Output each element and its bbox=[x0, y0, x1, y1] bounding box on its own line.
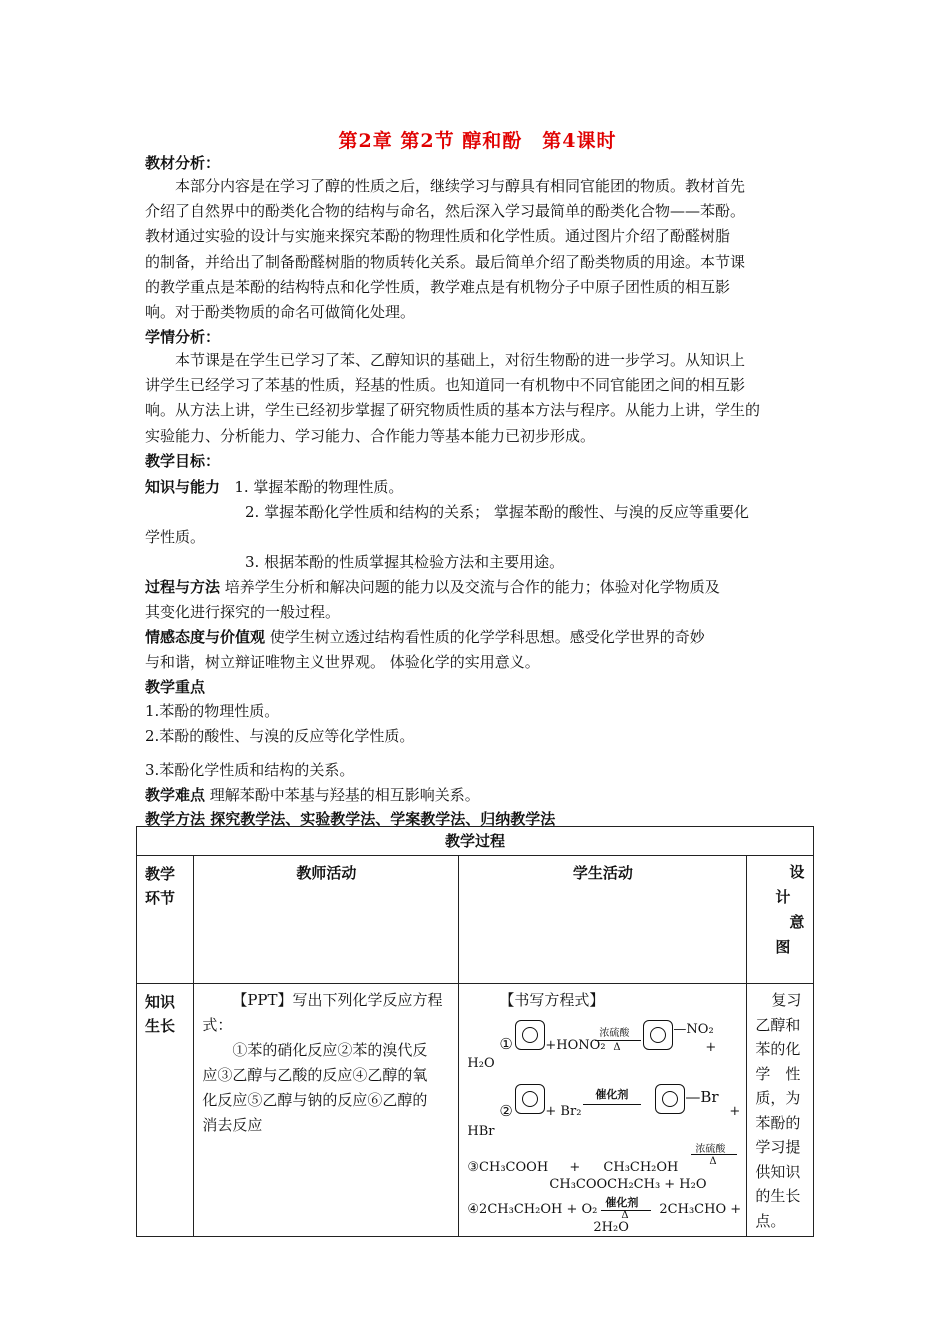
material-line: 介绍了自然界中的酚类化合物的结构与命名，然后深入学习最简单的酚类化合物——苯酚。 bbox=[145, 202, 746, 221]
equilibrium-arrow-icon bbox=[691, 1154, 737, 1155]
table-caption: 教学过程 bbox=[137, 827, 814, 856]
material-heading: 教材分析： bbox=[145, 154, 221, 172]
key-point: 2.苯酚的酸性、与溴的反应等化学性质。 bbox=[145, 727, 415, 745]
process-goal: 过程与方法 培养学生分析和解决问题的能力以及交流与合作的能力；体验对化学物质及 bbox=[145, 578, 720, 596]
key-point: 3.苯酚化学性质和结构的关系。 bbox=[145, 761, 355, 779]
material-line: 本部分内容是在学习了醇的性质之后，继续学习与醇具有相同官能团的物质。教材首先 bbox=[175, 177, 746, 195]
students-paragraph bbox=[145, 348, 810, 449]
teacher-activity: 【PPT】写出下列化学反应方程 式： ①苯的硝化反应②苯的溴代反 应③乙醇与乙酸的反应④乙醇的氧 化反应⑤乙醇与钠的反应⑥乙醇的 消去反应 bbox=[194, 984, 459, 1237]
eq2-reagent: + Br₂ bbox=[545, 1104, 582, 1119]
eq3-plus: + bbox=[569, 1160, 581, 1175]
eq1-heat: Δ bbox=[613, 1042, 621, 1053]
eq2-label: ② bbox=[499, 1102, 513, 1120]
material-line: 教材通过实验的设计与实施来探究苯酚的物理性质和化学性质。通过图片介绍了酚醛树脂 bbox=[145, 227, 731, 246]
reaction-arrow-icon bbox=[583, 1104, 641, 1105]
eq2-condition: 催化剂 bbox=[595, 1088, 629, 1101]
knowledge-goal-1: 知识与能力 1. 掌握苯酚的物理性质。 bbox=[145, 478, 404, 496]
students-line: 本节课是在学生已学习了苯、乙醇知识的基础上，对衍生物酚的进一步学习。从知识上 bbox=[175, 351, 746, 369]
eq1-product-group: —NO₂ bbox=[673, 1022, 714, 1037]
student-activity bbox=[459, 984, 747, 1237]
emotion-goal: 情感态度与价值观 使学生树立透过结构看性质的化学学科思想。感受化学世界的奇妙 bbox=[145, 628, 705, 646]
students-line: 实验能力、分析能力、学习能力、合作能力等基本能力已初步形成。 bbox=[145, 426, 596, 445]
row-stage: 知识 生长 bbox=[137, 984, 194, 1237]
material-line: 的制备，并给出了制备酚醛树脂的物质转化关系。最后简单介绍了酚类物质的用途。本节课 bbox=[145, 252, 746, 271]
eq3-reactant-b: CH₃CH₂OH bbox=[603, 1160, 679, 1175]
reaction-arrow-icon bbox=[595, 1040, 641, 1041]
eq3-heat: Δ bbox=[709, 1156, 717, 1167]
eq1-label: ① bbox=[499, 1035, 513, 1053]
benzene-ring-icon bbox=[655, 1084, 685, 1114]
knowledge-goal-2: 2. 掌握苯酚化学性质和结构的关系； 掌握苯酚的酸性、与溴的反应等重要化 bbox=[245, 503, 749, 521]
students-line: 响。从方法上讲，学生已经初步掌握了研究物质性质的基本方法与程序。从能力上讲，学生的 bbox=[145, 401, 761, 420]
benzene-ring-icon bbox=[643, 1020, 673, 1050]
knowledge-goal-2-cont: 学性质。 bbox=[145, 528, 206, 546]
knowledge-goal-3: 3. 根据苯酚的性质掌握其检验方法和主要用途。 bbox=[245, 553, 565, 571]
benzene-ring-icon bbox=[515, 1020, 545, 1050]
emotion-goal-cont: 与和谐，树立辩证唯物主义世界观。 体验化学的实用意义。 bbox=[145, 653, 540, 671]
eq3-products: CH₃COOCH₂CH₃ + H₂O bbox=[549, 1177, 707, 1192]
eq1-reagent: +HONO₂ bbox=[545, 1038, 606, 1053]
goals-heading: 教学目标： bbox=[145, 452, 221, 470]
material-line: 响。对于酚类物质的命名可做简化处理。 bbox=[145, 303, 416, 322]
eq2-product-group: —Br bbox=[685, 1088, 719, 1106]
key-points-heading: 教学重点 bbox=[145, 678, 206, 696]
process-goal-cont: 其变化进行探究的一般过程。 bbox=[145, 603, 341, 621]
eq4-product: 2CH₃CHO + bbox=[659, 1202, 742, 1217]
eq1-water: H₂O bbox=[467, 1056, 495, 1071]
process-table bbox=[136, 826, 814, 1237]
eq2-plus: + bbox=[729, 1104, 741, 1119]
key-point: 1.苯酚的物理性质。 bbox=[145, 702, 280, 720]
eq4-water: 2H₂O bbox=[593, 1220, 629, 1235]
eq4-condition: 催化剂 bbox=[605, 1196, 639, 1209]
methods: 教学方法 探究教学法、实验教学法、学案教学法、归纳教学法 bbox=[145, 810, 556, 828]
col-teacher-header: 教师活动 bbox=[194, 856, 459, 984]
eq4-heat: Δ bbox=[621, 1210, 629, 1221]
design-intent: 复习 乙醇和 苯的化 学 性 质，为 苯酚的 学习提 供知识 的生长 点。 bbox=[747, 984, 814, 1237]
difficulty: 教学难点 理解苯酚中苯基与羟基的相互影响关系。 bbox=[145, 786, 480, 804]
col-student-header: 学生活动 bbox=[459, 856, 747, 984]
eq3-condition: 浓硫酸 bbox=[695, 1144, 726, 1155]
eq3-reactant-a: ③CH₃COOH bbox=[467, 1160, 549, 1175]
benzene-ring-icon bbox=[515, 1084, 545, 1114]
eq4-reactants: ④2CH₃CH₂OH + O₂ bbox=[467, 1202, 598, 1217]
eq1-plus: + bbox=[705, 1040, 717, 1055]
col-design-header: 设 计 意 图 bbox=[747, 856, 814, 984]
students-heading: 学情分析： bbox=[145, 328, 221, 346]
eq1-condition: 浓硫酸 bbox=[599, 1028, 630, 1039]
students-line: 讲学生已经学习了苯基的性质，羟基的性质。也知道同一有机物中不同官能团之间的相互影 bbox=[145, 376, 746, 395]
page-title: 第2章 第2节 醇和酚 第4课时 bbox=[338, 130, 617, 152]
eq2-hbr: HBr bbox=[467, 1124, 495, 1139]
student-activity-heading: 【书写方程式】 bbox=[499, 991, 605, 1009]
col-stage-header: 教学 环节 bbox=[137, 856, 194, 984]
material-paragraph bbox=[145, 174, 810, 325]
material-line: 的教学重点是苯酚的结构特点和化学性质，教学难点是有机物分子中原子团性质的相互影 bbox=[145, 277, 731, 296]
